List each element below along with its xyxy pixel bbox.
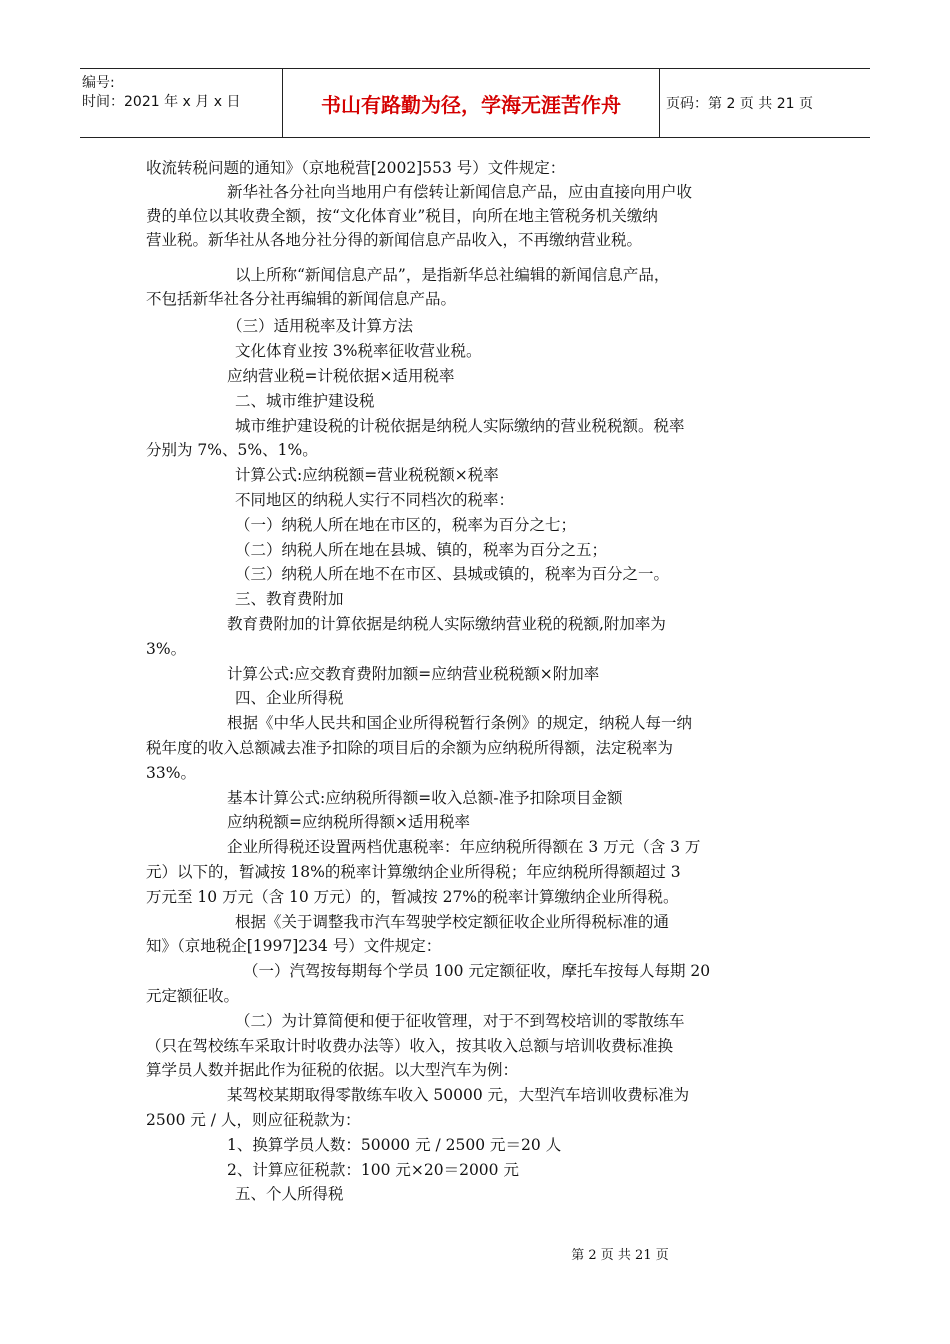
text-line: 3%。 <box>146 640 187 658</box>
text-line: 根据《关于调整我市汽车驾驶学校定额征收企业所得税标准的通 <box>235 913 670 931</box>
text-line: 计算公式:应纳税额=营业税税额×税率 <box>235 466 499 484</box>
text-line: 营业税。新华社从各地分社分得的新闻信息产品收入，不再缴纳营业税。 <box>146 231 643 249</box>
text-line: 计算公式:应交教育费附加额=应纳营业税税额×附加率 <box>227 665 600 683</box>
header-page-number: 页码：第 2 页 共 21 页 <box>666 96 813 112</box>
text-line: （二）纳税人所在地在县城、镇的，税率为百分之五； <box>235 541 608 559</box>
text-line: 基本计算公式:应纳税所得额=收入总额-准予扣除项目金额 <box>227 789 623 807</box>
text-line: 收流转税问题的通知》（京地税营[2002]553 号）文件规定： <box>146 159 566 177</box>
document-code-label: 编号: <box>82 75 115 91</box>
text-line: 应纳营业税=计税依据×适用税率 <box>227 367 455 385</box>
text-line: （二）为计算简便和便于征收管理，对于不到驾校培训的零散练车 <box>235 1012 685 1030</box>
text-line: 万元至 10 万元（含 10 万元）的，暂减按 27%的税率计算缴纳企业所得税。 <box>146 888 679 906</box>
text-line: 三、教育费附加 <box>235 590 344 608</box>
text-line: 分别为 7%、5%、1%。 <box>146 441 318 459</box>
document-time-label: 时间：2021 年 x 月 x 日 <box>82 94 241 110</box>
text-line: 算学员人数并据此作为征税的依据。以大型汽车为例： <box>146 1061 519 1079</box>
text-line: 2500 元 / 人，则应征税款为： <box>146 1111 361 1129</box>
text-line: 二、城市维护建设税 <box>235 392 375 410</box>
text-line: （三）适用税率及计算方法 <box>227 317 414 335</box>
text-line: 知》（京地税企[1997]234 号）文件规定： <box>146 937 442 955</box>
text-line: 33%。 <box>146 764 196 782</box>
text-line: （三）纳税人所在地不在市区、县城或镇的，税率为百分之一。 <box>235 565 670 583</box>
text-line: 某驾校某期取得零散练车收入 50000 元，大型汽车培训收费标准为 <box>227 1086 690 1104</box>
text-line: 不包括新华社各分社再编辑的新闻信息产品。 <box>146 290 457 308</box>
text-line: 教育费附加的计算依据是纳税人实际缴纳营业税的税额,附加率为 <box>227 615 666 633</box>
page-header <box>80 68 870 138</box>
text-line: 费的单位以其收费全额，按“文化体育业”税目，向所在地主管税务机关缴纳 <box>146 207 658 225</box>
text-line: 根据《中华人民共和国企业所得税暂行条例》的规定，纳税人每一纳 <box>227 714 693 732</box>
text-line: 1、换算学员人数：50000 元 / 2500 元＝20 人 <box>227 1136 562 1154</box>
text-line: 2、计算应征税款：100 元×20＝2000 元 <box>227 1161 519 1179</box>
header-meta <box>80 69 283 137</box>
text-line: 四、企业所得税 <box>235 689 344 707</box>
page-footer: 第 2 页 共 21 页 <box>571 1248 669 1263</box>
text-line: 应纳税额=应纳税所得额×适用税率 <box>227 813 470 831</box>
header-motto: 书山有路勤为径，学海无涯苦作舟 <box>283 69 660 137</box>
text-line: 以上所称“新闻信息产品”，是指新华总社编辑的新闻信息产品， <box>235 266 670 284</box>
text-line: 不同地区的纳税人实行不同档次的税率： <box>235 491 515 509</box>
text-line: 五、个人所得税 <box>235 1185 344 1203</box>
text-line: 城市维护建设税的计税依据是纳税人实际缴纳的营业税税额。税率 <box>235 417 685 435</box>
text-line: （只在驾校练车采取计时收费办法等）收入，按其收入总额与培训收费标准换 <box>146 1037 674 1055</box>
text-line: 企业所得税还设置两档优惠税率：年应纳税所得额在 3 万元（含 3 万 <box>227 838 701 856</box>
text-line: 税年度的收入总额减去准予扣除的项目后的余额为应纳税所得额，法定税率为 <box>146 739 674 757</box>
text-line: 元）以下的，暂减按 18%的税率计算缴纳企业所得税；年应纳税所得额超过 3 <box>146 863 681 881</box>
text-line: 文化体育业按 3%税率征收营业税。 <box>235 342 482 360</box>
text-line: （一）汽驾按每期每个学员 100 元定额征收，摩托车按每人每期 20 <box>243 962 711 980</box>
text-line: 元定额征收。 <box>146 987 240 1005</box>
text-line: 新华社各分社向当地用户有偿转让新闻信息产品，应由直接向用户收 <box>227 183 693 201</box>
text-line: （一）纳税人所在地在市区的，税率为百分之七； <box>235 516 577 534</box>
